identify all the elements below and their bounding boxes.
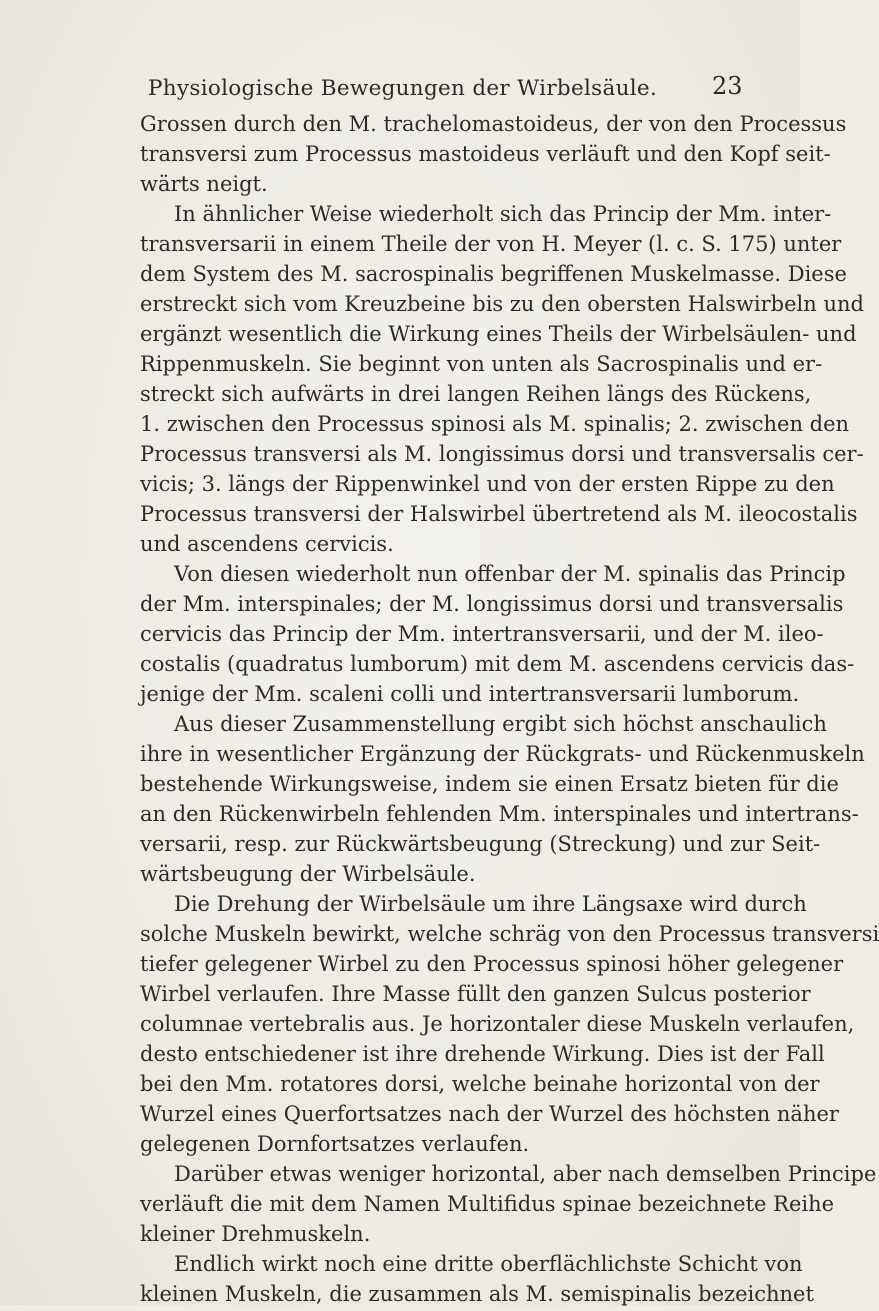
text-line: ergänzt wesentlich die Wirkung eines Theils der Wirbelsäulen- und bbox=[140, 322, 857, 346]
text-line: und ascendens cervicis. bbox=[140, 532, 394, 556]
text-line: costalis (quadratus lumborum) mit dem M. ascendens cervicis das- bbox=[140, 652, 855, 676]
body-text bbox=[140, 111, 879, 1311]
text-line: streckt sich aufwärts in drei langen Reihen längs des Rückens, bbox=[140, 382, 812, 406]
text-line: Endlich wirkt noch eine dritte oberflächlichste Schicht von bbox=[174, 1252, 803, 1276]
text-line: verläuft die mit dem Namen Multifidus spinae bezeichnete Reihe bbox=[140, 1192, 835, 1216]
text-line: der Mm. interspinales; der M. longissimus dorsi und transversalis bbox=[140, 592, 844, 616]
text-line: transversi zum Processus mastoideus verläuft und den Kopf seit- bbox=[140, 142, 831, 166]
page-header bbox=[0, 72, 800, 116]
text-line: bei den Mm. rotatores dorsi, welche beinahe horizontal von der bbox=[140, 1072, 820, 1096]
text-line: ihre in wesentlicher Ergänzung der Rückgrats- und Rückenmuskeln bbox=[140, 742, 865, 766]
text-line: solche Muskeln bewirkt, welche schräg von den Processus transversi bbox=[140, 922, 879, 946]
text-line: gelegenen Dornfortsatzes verlaufen. bbox=[140, 1132, 530, 1156]
text-line: wärts neigt. bbox=[140, 172, 268, 196]
text-line: Grossen durch den M. trachelomastoideus, der von den Processus bbox=[140, 112, 847, 136]
page-number: 23 bbox=[712, 72, 743, 100]
text-line: Darüber etwas weniger horizontal, aber nach demselben Principe bbox=[174, 1162, 877, 1186]
text-line: columnae vertebralis aus. Je horizontaler diese Muskeln verlaufen, bbox=[140, 1012, 855, 1036]
text-line: Rippenmuskeln. Sie beginnt von unten als Sacrospinalis und er- bbox=[140, 352, 823, 376]
text-line: cervicis das Princip der Mm. intertransversarii, und der M. ileo- bbox=[140, 622, 824, 646]
text-line: In ähnlicher Weise wiederholt sich das Princip der Mm. inter- bbox=[174, 202, 832, 226]
text-line: dem System des M. sacrospinalis begriffenen Muskelmasse. Diese bbox=[140, 262, 847, 286]
text-line: wärtsbeugung der Wirbelsäule. bbox=[140, 862, 476, 886]
text-line: desto entschiedener ist ihre drehende Wirkung. Dies ist der Fall bbox=[140, 1042, 825, 1066]
text-line: jenige der Mm. scaleni colli und intertransversarii lumborum. bbox=[140, 682, 800, 706]
text-line: Processus transversi der Halswirbel übertretend als M. ileocostalis bbox=[140, 502, 858, 526]
text-line: vicis; 3. längs der Rippenwinkel und von der ersten Rippe zu den bbox=[140, 472, 835, 496]
text-line: tiefer gelegener Wirbel zu den Processus spinosi höher gelegener bbox=[140, 952, 844, 976]
text-line: an den Rückenwirbeln fehlenden Mm. interspinales und intertrans- bbox=[140, 802, 859, 826]
text-line: Wurzel eines Querfortsatzes nach der Wurzel des höchsten näher bbox=[140, 1102, 839, 1126]
text-line: bestehende Wirkungsweise, indem sie einen Ersatz bieten für die bbox=[140, 772, 839, 796]
text-line: Die Drehung der Wirbelsäule um ihre Längsaxe wird durch bbox=[174, 892, 807, 916]
text-line: erstreckt sich vom Kreuzbeine bis zu den obersten Halswirbeln und bbox=[140, 292, 864, 316]
text-line: 1. zwischen den Processus spinosi als M. spinalis; 2. zwischen den bbox=[140, 412, 850, 436]
text-line: Processus transversi als M. longissimus dorsi und transversalis cer- bbox=[140, 442, 864, 466]
text-line: Von diesen wiederholt nun offenbar der M. spinalis das Princip bbox=[174, 562, 846, 586]
text-line: kleiner Drehmuskeln. bbox=[140, 1222, 371, 1246]
text-line: kleinen Muskeln, die zusammen als M. semispinalis bezeichnet bbox=[140, 1282, 814, 1306]
text-line: Wirbel verlaufen. Ihre Masse füllt den ganzen Sulcus posterior bbox=[140, 982, 811, 1006]
text-line: Aus dieser Zusammenstellung ergibt sich höchst anschaulich bbox=[174, 712, 827, 736]
text-line: versarii, resp. zur Rückwärtsbeugung (Streckung) und zur Seit- bbox=[140, 832, 821, 856]
running-title: Physiologische Bewegungen der Wirbelsäule. bbox=[148, 76, 658, 101]
text-line: transversarii in einem Theile der von H. Meyer (l. c. S. 175) unter bbox=[140, 232, 842, 256]
